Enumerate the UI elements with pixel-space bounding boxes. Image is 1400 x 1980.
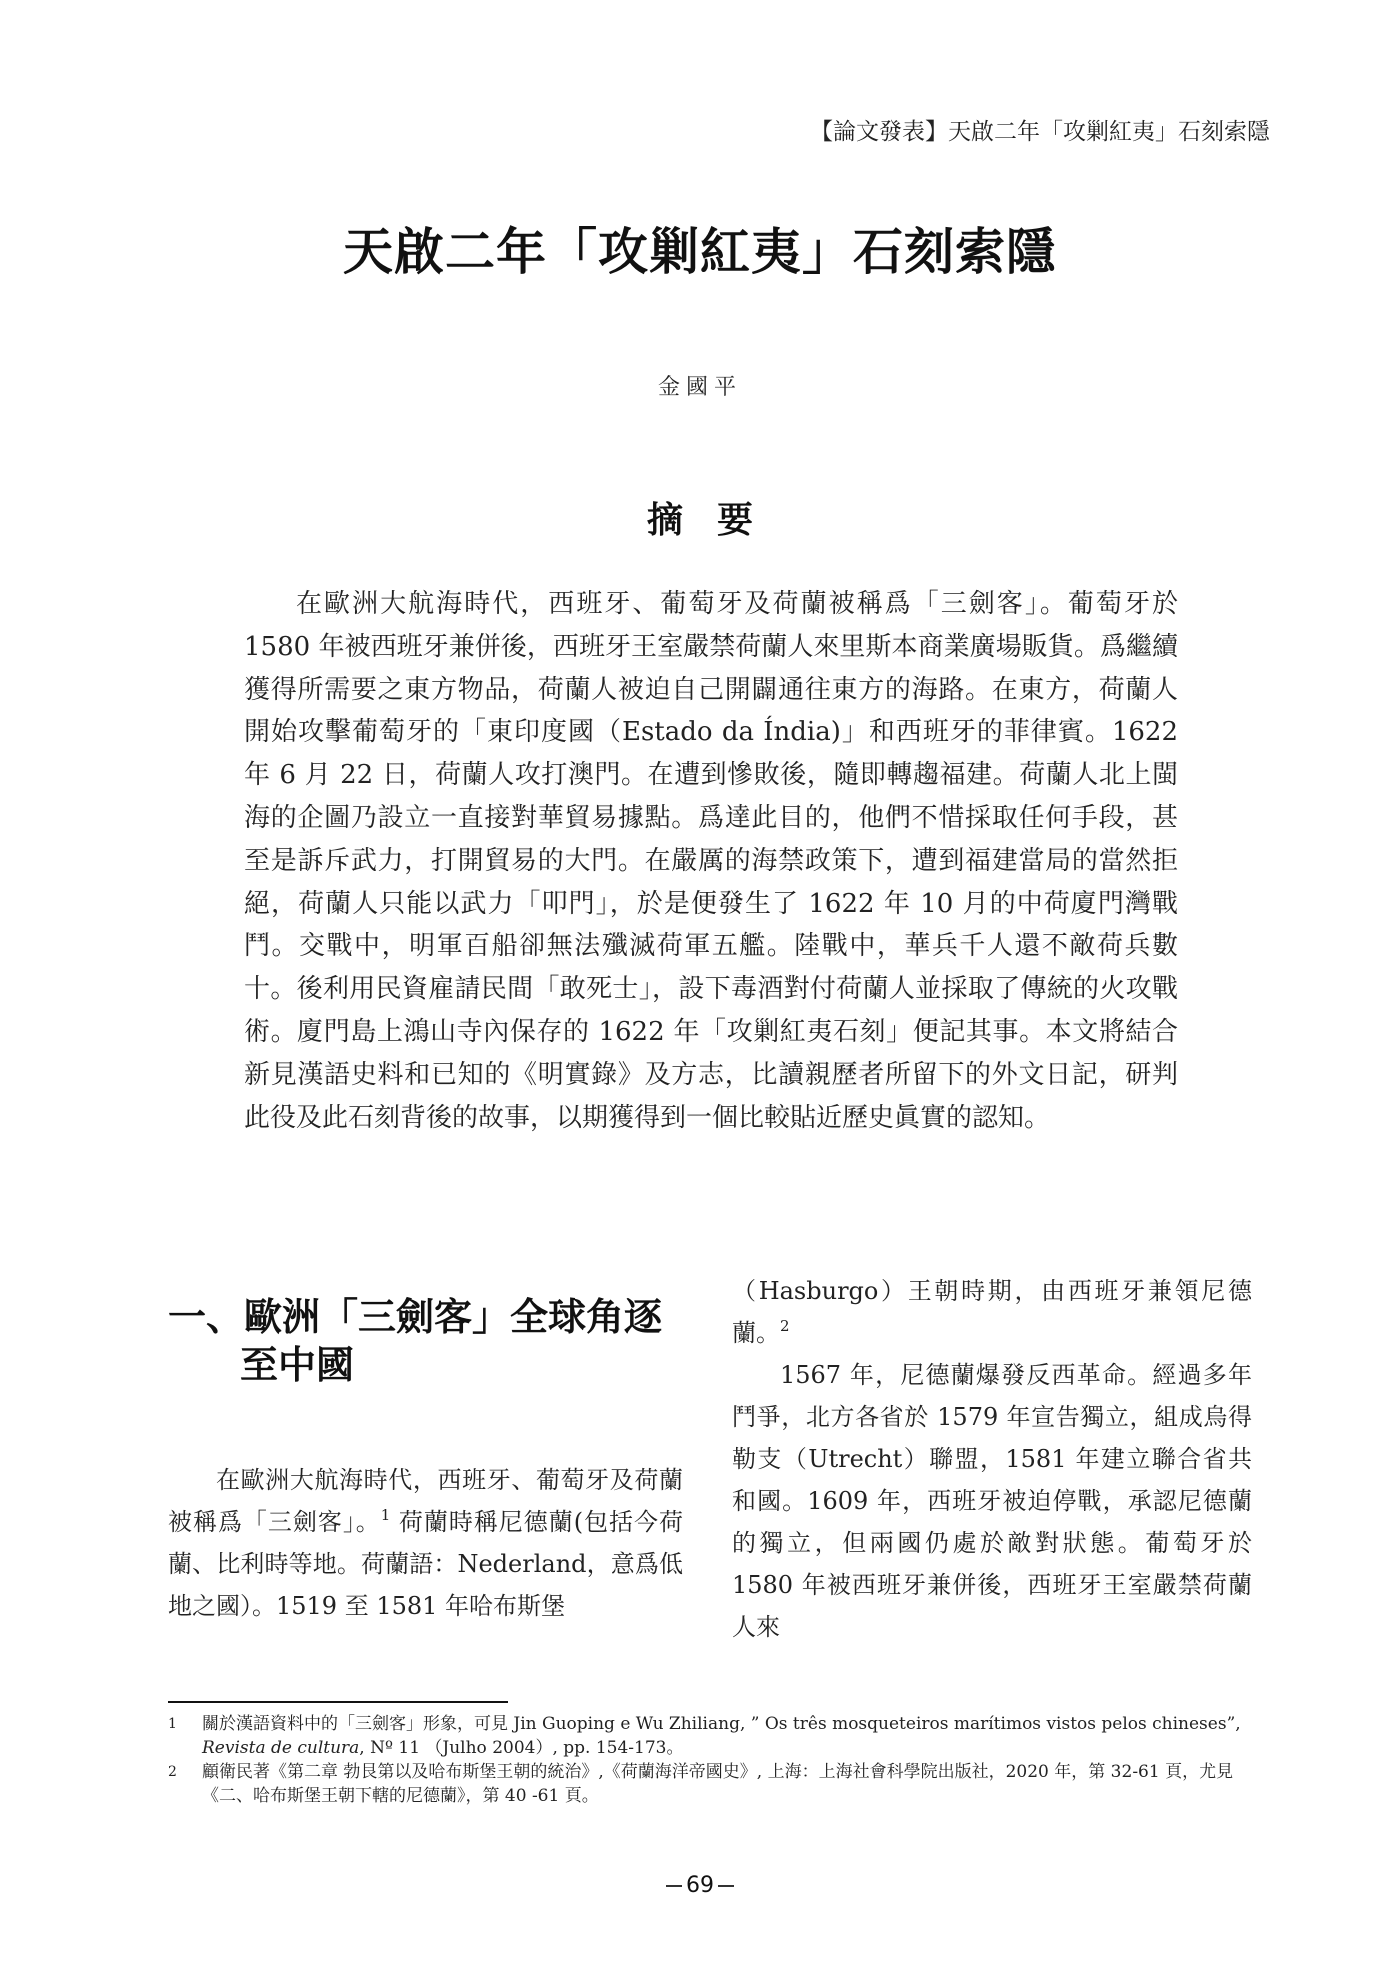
footnotes xyxy=(168,1712,1258,1808)
footnote-ref-2[interactable]: 2 xyxy=(780,1317,790,1335)
left-column xyxy=(168,1293,683,1627)
page-number-value: 69 xyxy=(686,1873,714,1898)
author-name: 金國平 xyxy=(657,375,742,400)
footnote-number: 2 xyxy=(168,1764,177,1780)
footnote-text: 顧衛民著《第二章 勃艮第以及哈布斯堡王朝的統治》,《荷蘭海洋帝國史》, 上海：上海社會科學院出版社，2020 年，第 32-61 頁，尤見《二、哈布斯堡王朝下轄的尼德蘭》，第 40 -61 頁。 xyxy=(202,1762,1234,1806)
page-number xyxy=(0,1873,1400,1898)
footnote-text xyxy=(202,1712,1258,1760)
abstract-heading: 摘要 xyxy=(646,499,787,541)
dash-left xyxy=(666,1885,682,1887)
footnote-ref-1[interactable]: 1 xyxy=(380,1506,391,1524)
journal-title: Revista de cultura xyxy=(202,1738,360,1758)
paper-title: 天啟二年「攻剿紅夷」石刻索隱 xyxy=(343,222,1057,281)
paragraph-text: 在歐洲大航海時代，西班牙、葡萄牙及荷蘭被稱爲「三劍客」。 xyxy=(168,1466,683,1536)
paragraph-text: 荷蘭時稱尼德蘭(包括今荷蘭、比利時等地。荷蘭語：Nederland，意爲低地之國）。1519 至 1581 年哈布斯堡 xyxy=(168,1508,683,1620)
footnote-1 xyxy=(168,1712,1258,1760)
abstract-text: 在歐洲大航海時代，西班牙、葡萄牙及荷蘭被稱爲「三劍客」。葡萄牙於 1580 年被西班牙兼併後，西班牙王室嚴禁荷蘭人來里斯本商業廣場販貨。爲繼續獲得所需要之東方物品，荷蘭人被迫自己開闢通往東方的海路。在東方，荷蘭人開始攻擊葡萄牙的「東印度國（Estado da Índia)」和西班牙的菲律賓。1622 年 6 月 22 日，荷蘭人攻打澳門。在遭到慘敗後，隨即轉趨福建。荷蘭人北上閩海的企圖乃設立一直接對華貿易據點。爲達此目的，他們不惜採取任何手段，甚至是訴斥武力，打開貿易的大門。在嚴厲的海禁政策下，遭到福建當局的當然拒絕，荷蘭人只能以武力「叩門」，於是便發生了 1622 年 10 月的中荷廈門灣戰鬥。交戰中，明軍百船卻無法殲滅荷軍五艦。陸戰中，華兵千人還不敵荷兵數十。後利用民資雇請民間「敢死士」，設下毒酒對付荷蘭人並採取了傳統的火攻戰術。廈門島上鴻山寺內保存的 1622 年「攻剿紅夷石刻」便記其事。本文將結合新見漢語史料和已知的《明實錄》及方志，比讀親歷者所留下的外文日記，研判此役及此石刻背後的故事，以期獲得到一個比較貼近歷史眞實的認知。 xyxy=(244,589,1178,1133)
footnote-text-part: , Nº 11 （Julho 2004）, pp. 154-173。 xyxy=(359,1738,684,1758)
right-column xyxy=(732,1270,1252,1648)
section-paragraph-1-continued xyxy=(732,1270,1252,1354)
running-head: 【論文發表】天啟二年「攻剿紅夷」石刻索隱 xyxy=(810,119,1270,145)
footnote-divider xyxy=(168,1701,508,1703)
footnote-number: 1 xyxy=(168,1716,177,1732)
footnote-text-part: 關於漢語資料中的「三劍客」形象，可見 Jin Guoping e Wu Zhiliang, ” Os três mosqueteiros marítimos vistos pelos chineses”, xyxy=(202,1714,1241,1734)
section-paragraph-1 xyxy=(168,1459,683,1627)
footnote-2 xyxy=(168,1760,1258,1808)
dash-right xyxy=(718,1885,734,1887)
section-paragraph-2: 1567 年，尼德蘭爆發反西革命。經過多年鬥爭，北方各省於 1579 年宣告獨立，組成烏得勒支（Utrecht）聯盟，1581 年建立聯合省共和國。1609 年，西班牙被迫停戰，承認尼德蘭的獨立，但兩國仍處於敵對狀態。葡萄牙於 1580 年被西班牙兼併後，西班牙王室嚴禁荷蘭人來 xyxy=(732,1361,1252,1641)
section-heading: 一、歐洲「三劍客」全球角逐至中國 xyxy=(168,1294,663,1387)
paragraph-text: （Hasburgo）王朝時期，由西班牙兼領尼德蘭。 xyxy=(732,1277,1252,1347)
